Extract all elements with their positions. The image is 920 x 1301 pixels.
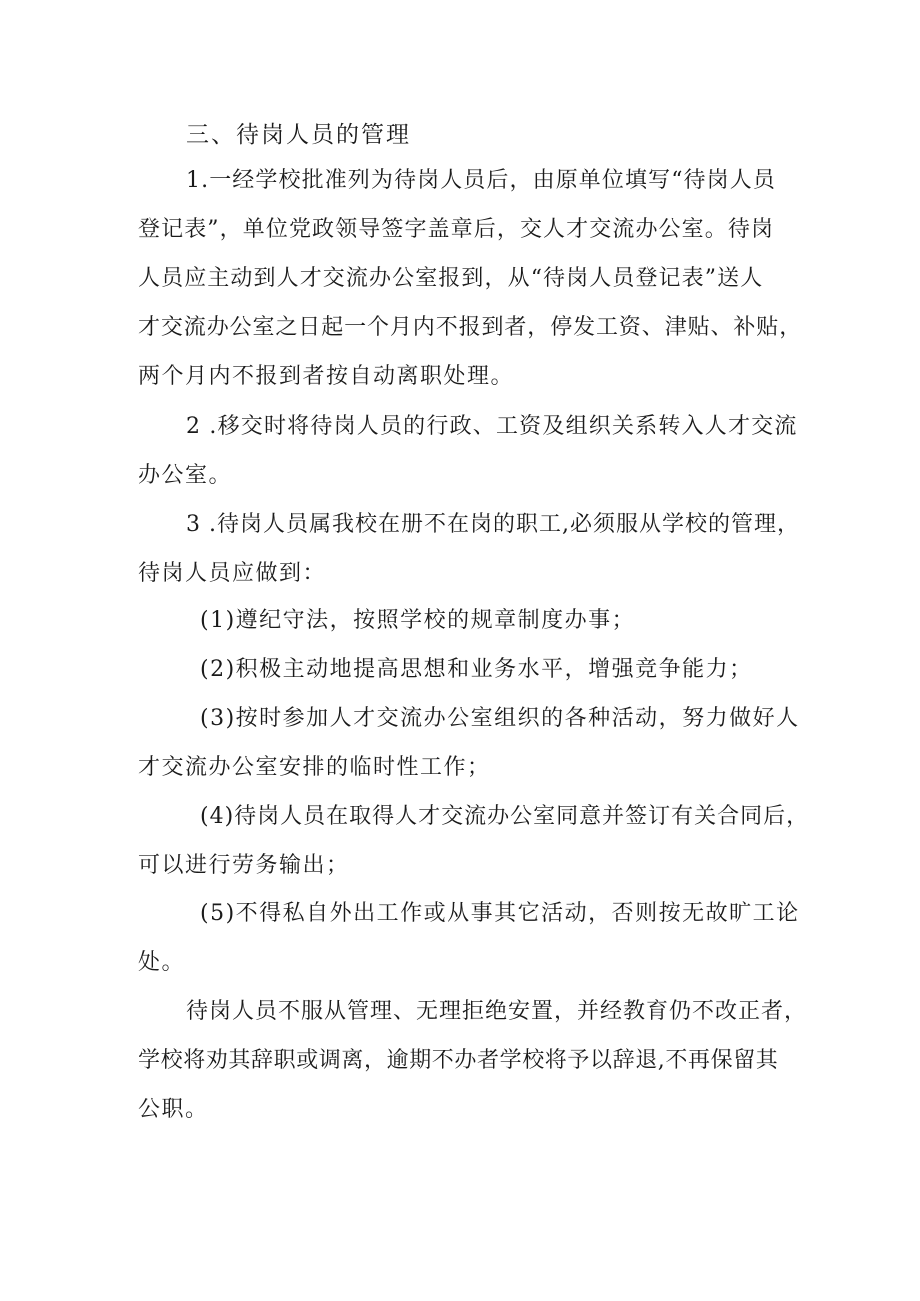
text-line: 办公室。 (138, 463, 233, 488)
text-line: 2 .移交时将待岗人员的行政、工资及组织关系转入人才交流 (186, 414, 798, 439)
text-line: (2)积极主动地提高思想和业务水平，增强竞争能力； (200, 657, 753, 682)
text-line: 3 .待岗人员属我校在册不在岗的职工,必须服从学校的管理， (186, 512, 800, 537)
section-heading: 三、待岗人员的管理 (186, 122, 411, 148)
text-line: 待岗人员应做到： (138, 561, 327, 586)
text-line: 学校将劝其辞职或调离，逾期不办者学校将予以辞退,不再保留其 (138, 1048, 779, 1073)
text-line: 公职。 (138, 1097, 209, 1122)
text-line: 可以进行劳务输出； (138, 853, 350, 878)
text-line: 1.一经学校批准列为待岗人员后，由原单位填写“待岗人员 (186, 168, 776, 193)
text-line: 人员应主动到人才交流办公室报到，从“待岗人员登记表”送人 (138, 266, 764, 291)
text-line: 才交流办公室之日起一个月内不报到者，停发工资、津贴、补贴， (138, 315, 803, 340)
text-line: (5)不得私自外出工作或从事其它活动，否则按无故旷工论 (200, 901, 800, 926)
text-line: 处。 (138, 950, 186, 975)
text-line: 才交流办公室安排的临时性工作； (138, 755, 491, 780)
text-line: 待岗人员不服从管理、无理拒绝安置，并经教育仍不改正者， (186, 999, 808, 1024)
text-line: (4)待岗人员在取得人才交流办公室同意并签订有关合同后， (200, 804, 810, 829)
text-line: 登记表”，单位党政领导签字盖章后，交人才交流办公室。待岗 (138, 217, 775, 242)
text-line: (3)按时参加人才交流办公室组织的各种活动，努力做好人 (200, 706, 800, 731)
text-line: (1)遵纪守法，按照学校的规章制度办事； (200, 608, 636, 633)
text-line: 两个月内不报到者按自动离职处理。 (138, 364, 515, 389)
